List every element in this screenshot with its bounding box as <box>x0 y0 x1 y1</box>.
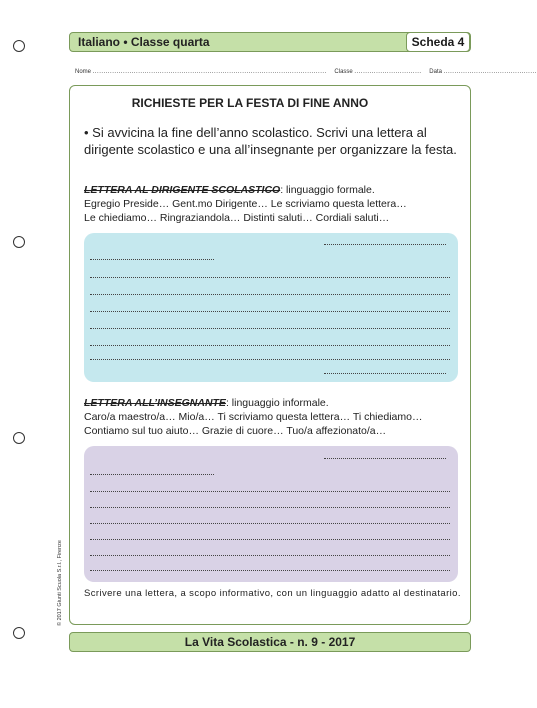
writing-line <box>90 294 450 295</box>
punch-hole <box>13 432 25 444</box>
writing-line <box>90 359 450 360</box>
date-label: Data <box>429 69 442 75</box>
writing-line <box>324 373 446 374</box>
writing-line <box>324 244 446 245</box>
section-informal-subtitle: : linguaggio informale. <box>225 397 329 409</box>
subject-title: Italiano • Classe quarta <box>78 35 210 49</box>
section-informal-example-1: Caro/a maestro/a… Mio/a… Ti scriviamo questa lettera… Ti chiediamo… <box>84 411 423 423</box>
writing-line <box>90 277 450 278</box>
section-informal-example-2: Contiamo sul tuo aiuto… Grazie di cuore… Tuo/a affezionato/a… <box>84 425 387 437</box>
class-label: Classe <box>334 69 353 75</box>
formal-letter-writing-area[interactable] <box>84 233 458 382</box>
class-field[interactable]: ............................... <box>354 69 422 75</box>
section-formal-heading: LETTERA AL DIRIGENTE SCOLASTICO <box>84 184 281 196</box>
publication-footer: La Vita Scolastica - n. 9 - 2017 <box>69 632 471 652</box>
header-bar <box>69 32 471 52</box>
page-title: RICHIESTE PER LA FESTA DI FINE ANNO <box>131 96 369 110</box>
writing-line <box>90 491 450 492</box>
name-label: Nome <box>75 69 92 75</box>
section-formal-subtitle: : linguaggio formale. <box>280 184 375 196</box>
writing-line <box>90 523 450 524</box>
section-formal-example-1: Egregio Preside… Gent.mo Dirigente… Le scriviamo questa lettera… <box>84 198 407 210</box>
writing-line <box>90 539 450 540</box>
punch-hole <box>13 236 25 248</box>
writing-line <box>90 555 450 556</box>
instruction: • Si avvicina la fine dell’anno scolastico. Scrivi una lettera al dirigente scolastico e una all’insegnante per organizzare la festa. <box>84 125 457 157</box>
worksheet-number: Scheda 4 <box>406 32 470 52</box>
writing-line <box>90 570 450 571</box>
section-informal-heading: LETTERA ALL’INSEGNANTE <box>84 397 226 409</box>
informal-letter-writing-area[interactable] <box>84 446 458 582</box>
punch-hole <box>13 627 25 639</box>
section-formal <box>84 183 464 225</box>
writing-line <box>90 311 450 312</box>
name-field[interactable]: ............................................................................................................ <box>92 69 327 75</box>
section-informal <box>84 396 464 438</box>
punch-hole <box>13 40 25 52</box>
copyright-notice: © 2017 Giunti Scuola S.r.l., Firenze <box>57 540 63 626</box>
section-formal-example-2: Le chiediamo… Ringraziandola… Distinti saluti… Cordiali saluti… <box>84 212 390 224</box>
learning-objective: Scrivere una lettera, a scopo informativo, con un linguaggio adatto al destinatario. <box>84 588 461 599</box>
writing-line <box>90 345 450 346</box>
writing-line <box>90 474 214 475</box>
writing-line <box>90 259 214 260</box>
student-info-line <box>75 69 537 75</box>
writing-line <box>90 507 450 508</box>
date-field[interactable]: ........................................... <box>443 69 537 75</box>
writing-line <box>324 458 446 459</box>
writing-line <box>90 328 450 329</box>
